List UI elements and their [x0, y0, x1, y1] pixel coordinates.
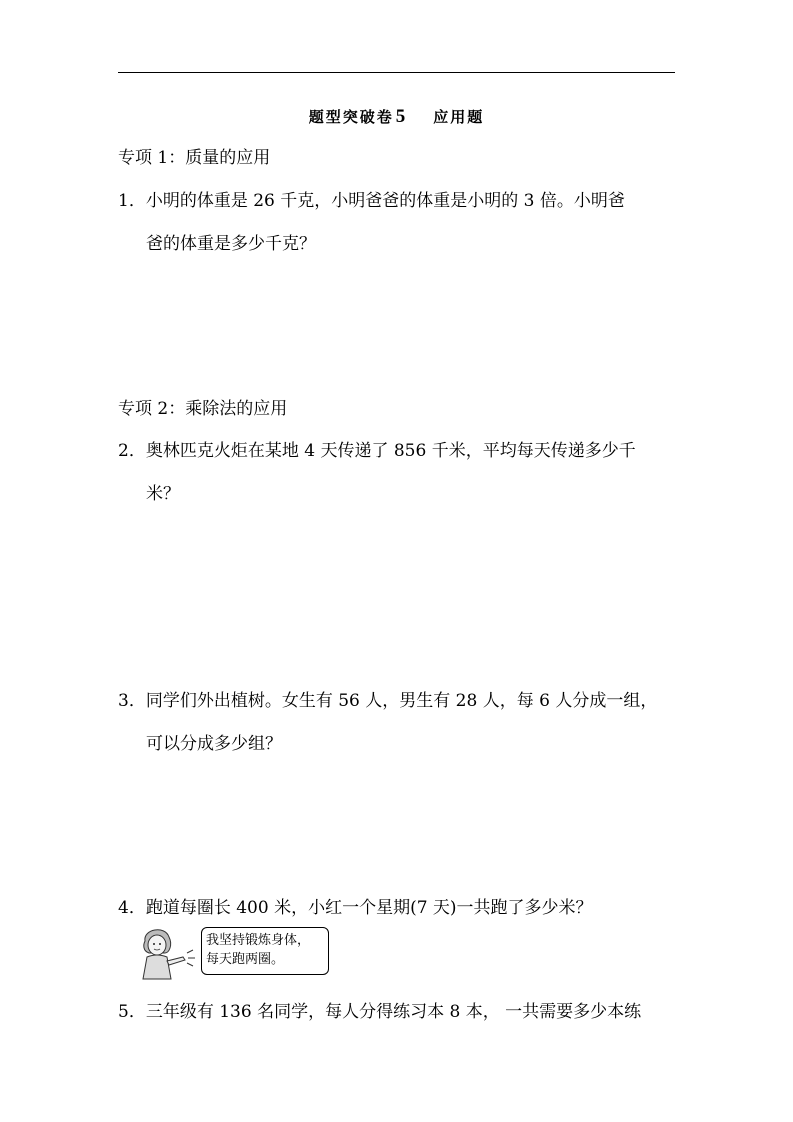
title-text: 题型突破卷 — [308, 108, 394, 126]
girl-speech-figure — [135, 923, 335, 981]
section-2-heading: 专项 2：乘除法的应用 — [118, 399, 288, 419]
question-3-line-1: 3．同学们外出植树。女生有 56 人，男生有 28 人，每 6 人分成一组， — [118, 691, 658, 711]
header-rule — [118, 72, 675, 73]
title-number: 5 — [395, 106, 408, 127]
girl-illustration-icon — [135, 923, 205, 981]
section-1-heading: 专项 1：质量的应用 — [118, 148, 271, 168]
question-4-line-1: 4．跑道每圈长 400 米，小红一个星期(7 天)一共跑了多少米？ — [118, 898, 593, 918]
speech-bubble — [201, 927, 329, 975]
speech-bubble-line-2: 每天跑两圈。 — [206, 952, 285, 967]
title-suffix: 应用题 — [433, 108, 485, 126]
question-3-line-2: 可以分成多少组？ — [146, 734, 282, 754]
question-5-line-1: 5．三年级有 136 名同学，每人分得练习本 8 本， 一共需要多少本练 — [118, 1002, 642, 1022]
question-1-line-2: 爸的体重是多少千克？ — [146, 234, 316, 254]
question-2-line-2: 米？ — [146, 484, 180, 504]
page-title — [0, 106, 793, 128]
question-2-line-1: 2．奥林匹克火炬在某地 4 天传递了 856 千米，平均每天传递多少千 — [118, 441, 636, 461]
question-1-line-1: 1．小明的体重是 26 千克，小明爸爸的体重是小明的 3 倍。小明爸 — [118, 191, 625, 211]
speech-bubble-line-1: 我坚持锻炼身体， — [206, 933, 311, 948]
